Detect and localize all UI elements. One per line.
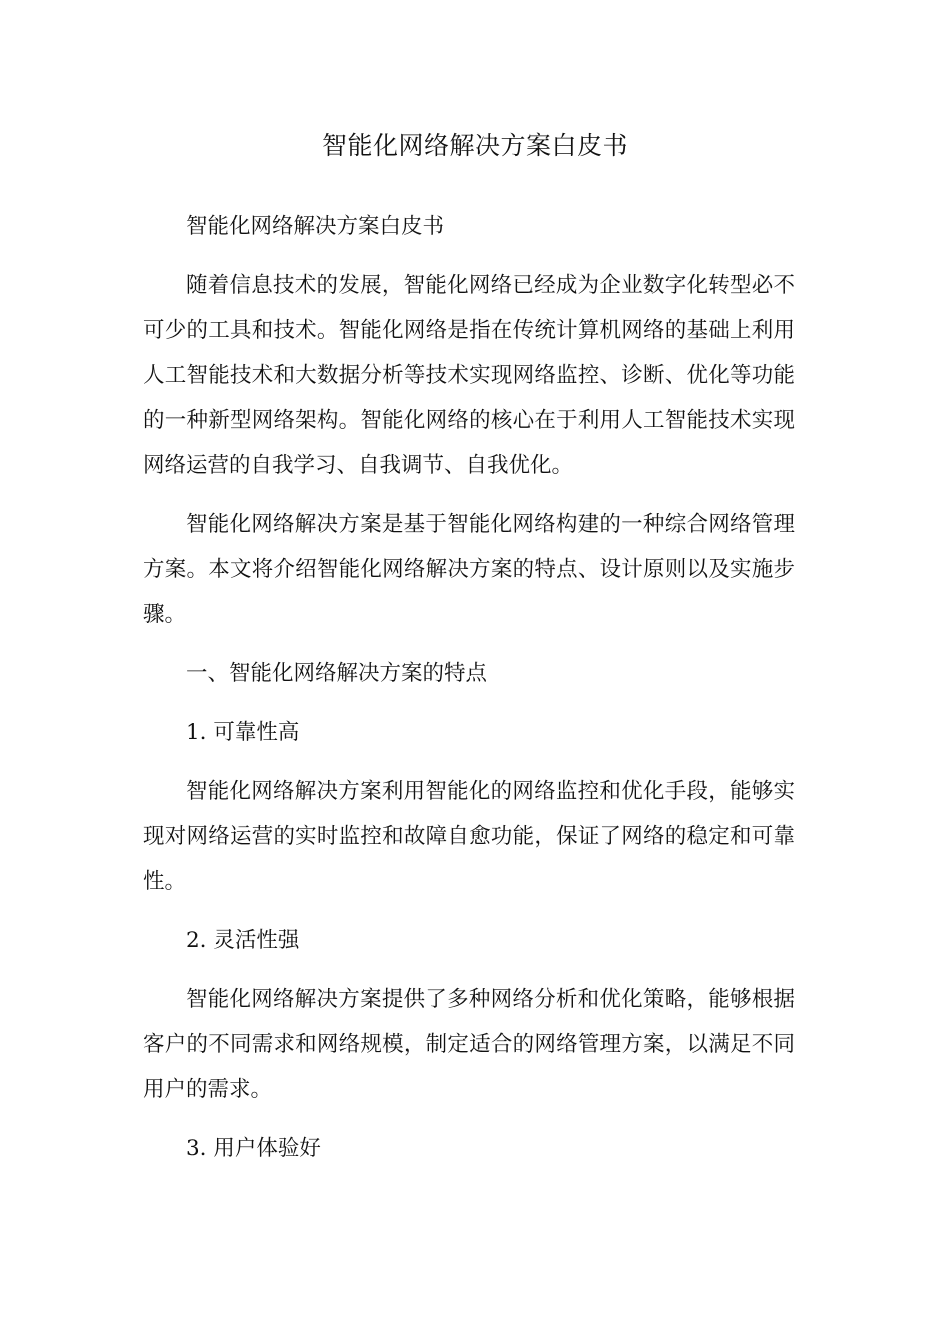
document-body (143, 204, 795, 1171)
subtitle-paragraph: 智能化网络解决方案白皮书 (186, 214, 445, 239)
feature-text-flexibility: 智能化网络解决方案提供了多种网络分析和优化策略，能够根据客户的不同需求和网络规模，制定适合的网络管理方案，以满足不同用户的需求。 (143, 987, 795, 1102)
document-title: 智能化网络解决方案白皮书 (321, 131, 628, 160)
section-heading-features: 一、智能化网络解决方案的特点 (186, 661, 488, 686)
overview-paragraph: 智能化网络解决方案是基于智能化网络构建的一种综合网络管理方案。本文将介绍智能化网络解决方案的特点、设计原则以及实施步骤。 (143, 512, 795, 627)
feature-text-reliability: 智能化网络解决方案利用智能化的网络监控和优化手段，能够实现对网络运营的实时监控和故障自愈功能，保证了网络的稳定和可靠性。 (143, 779, 795, 894)
intro-paragraph: 随着信息技术的发展，智能化网络已经成为企业数字化转型必不可少的工具和技术。智能化网络是指在传统计算机网络的基础上利用人工智能技术和大数据分析等技术实现网络监控、诊断、优化等功能的一种新型网络架构。智能化网络的核心在于利用人工智能技术实现网络运营的自我学习、自我调节、自我优化。 (143, 273, 795, 478)
feature-heading-user-experience: 3. 用户体验好 (186, 1136, 321, 1161)
feature-heading-flexibility: 2. 灵活性强 (186, 928, 300, 953)
feature-heading-reliability: 1. 可靠性高 (186, 720, 300, 745)
